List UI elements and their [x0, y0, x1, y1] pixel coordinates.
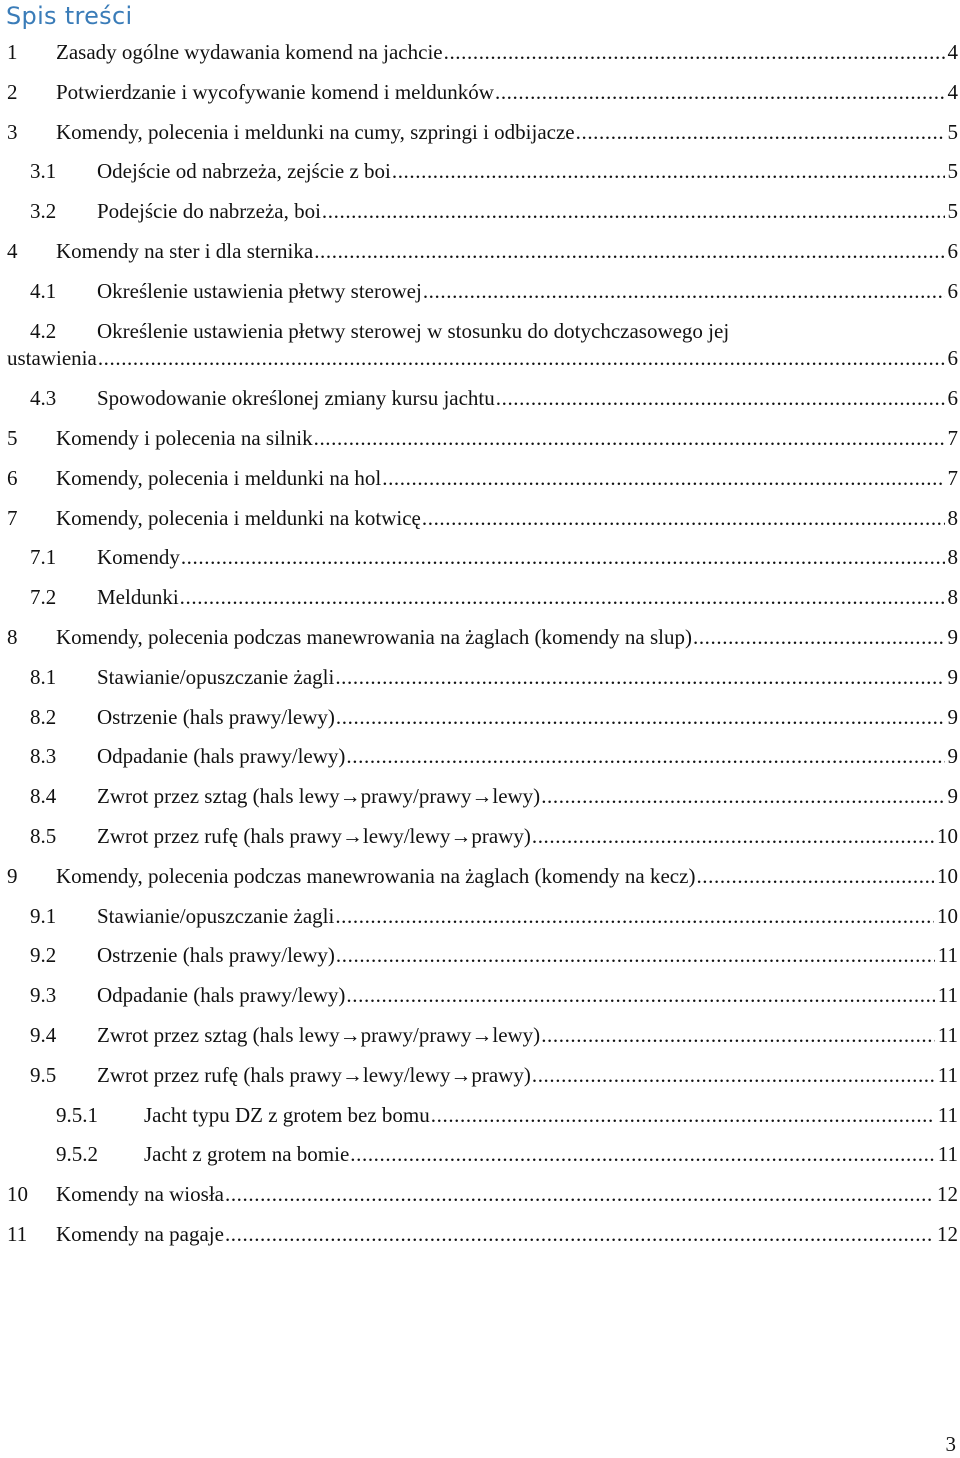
toc-entry-title: Komendy, polecenia podczas manewrowania na żaglach (komendy na kecz) [56, 863, 696, 888]
toc-entry-title: Odpadanie (hals prawy/lewy) [97, 983, 346, 1008]
toc-entry-leader [181, 542, 945, 572]
toc-entry-title: Odpadanie (hals prawy/lewy) [97, 744, 346, 769]
toc-entry-page: 6 [947, 239, 958, 263]
toc-entry-number: 8 [7, 625, 18, 650]
toc-entry[interactable] [0, 316, 960, 346]
toc-entry-leader [423, 276, 945, 306]
toc-entry-title: Meldunki [97, 585, 179, 610]
toc-entry-leader [98, 343, 945, 373]
toc-title: Spis treści [6, 2, 133, 30]
toc-entry-number: 7.1 [30, 545, 57, 570]
toc-entry-title: Odejście od nabrzeża, zejście z boi [97, 159, 391, 184]
toc-entry[interactable] [0, 622, 960, 652]
toc-entry-title: Komendy, polecenia i meldunki na kotwicę [56, 505, 421, 530]
toc-entry-number: 4 [7, 239, 18, 263]
toc-entry[interactable] [0, 702, 960, 732]
toc-entry-page: 12 [937, 1182, 958, 1207]
toc-entry-leader [431, 1100, 935, 1130]
toc-entry-title: Komendy na ster i dla sternika [56, 239, 314, 263]
toc-entry-number: 4.2 [30, 318, 57, 343]
toc-entry-leader [532, 821, 934, 851]
toc-entry-leader [335, 901, 934, 931]
toc-entry-leader [541, 781, 944, 811]
toc-entry[interactable] [0, 662, 960, 692]
toc-entry[interactable] [0, 1219, 960, 1249]
toc-entry[interactable] [0, 861, 960, 891]
toc-entry-title: Jacht typu DZ z grotem bez bomu [144, 1102, 430, 1127]
toc-entry-number: 9.2 [30, 943, 57, 968]
toc-entry-page: 9 [947, 704, 958, 729]
toc-entry-title: Jacht z grotem na bomie [144, 1142, 350, 1167]
toc-entry-title: Komendy na pagaje [56, 1222, 224, 1247]
toc-entry[interactable] [0, 77, 960, 107]
toc-entry-page: 6 [947, 278, 958, 303]
toc-entry-leader [335, 662, 944, 692]
toc-entry-leader [422, 503, 945, 533]
toc-entry-page: 10 [937, 824, 958, 849]
toc-entry-number: 9.1 [30, 903, 57, 928]
toc-entry[interactable] [0, 1060, 960, 1090]
toc-entry-title: Komendy, polecenia i meldunki na cumy, szpringi i odbijacze [56, 119, 575, 144]
toc-entry[interactable] [0, 741, 960, 771]
toc-entry[interactable] [0, 156, 960, 186]
toc-entry-page: 9 [947, 625, 958, 650]
toc-entry[interactable] [0, 1139, 960, 1169]
toc-entry-page: 11 [937, 1023, 958, 1048]
toc-entry-title: Ostrzenie (hals prawy/lewy) [97, 943, 335, 968]
toc-entry-number: 2 [7, 79, 18, 104]
page-number: 3 [945, 1432, 956, 1456]
toc-entry-title: Zwrot przez sztag (hals lewy→prawy/prawy→lewy) [97, 784, 541, 809]
toc-entry-number: 10 [7, 1182, 28, 1207]
toc-entry-number: 8.5 [30, 824, 57, 849]
toc-entry-title: Określenie ustawienia płetwy sterowej [97, 278, 422, 303]
toc-entry-page: 7 [947, 465, 958, 490]
toc-entry-title: Zasady ogólne wydawania komend na jachcie [56, 40, 443, 64]
toc-entry-title: Komendy [97, 545, 180, 570]
toc-entry-number: 3.1 [30, 159, 57, 184]
toc-entry-number: 9 [7, 863, 18, 888]
toc-entry[interactable] [0, 383, 960, 413]
toc-entry-leader [693, 622, 945, 652]
toc-entry-page: 5 [947, 159, 958, 184]
toc-entry-leader [382, 463, 944, 493]
toc-entry-page: 7 [947, 426, 958, 451]
toc-entry-number: 8.4 [30, 784, 57, 809]
toc-entry-title: Stawianie/opuszczanie żagli [97, 903, 335, 928]
toc-entry[interactable] [0, 463, 960, 493]
toc-entry-continuation[interactable] [0, 343, 960, 373]
toc-entry[interactable] [0, 542, 960, 572]
toc-entry-page: 9 [947, 784, 958, 809]
toc-entry-page: 4 [947, 79, 958, 104]
toc-entry[interactable] [0, 276, 960, 306]
toc-entry[interactable] [0, 423, 960, 453]
toc-entry-number: 5 [7, 426, 18, 451]
toc-entry-page: 11 [937, 1062, 958, 1087]
toc-entry-leader [576, 117, 945, 147]
toc-entry-number: 9.5.1 [56, 1102, 98, 1127]
toc-entry-page: 4 [947, 40, 958, 64]
toc-entry-number: 7 [7, 505, 18, 530]
toc-entry-title: Komendy, polecenia podczas manewrowania na żaglach (komendy na slup) [56, 625, 692, 650]
toc-entry-number: 3.2 [30, 199, 57, 224]
toc-entry-number: 8.2 [30, 704, 57, 729]
toc-entry-leader [225, 1219, 934, 1249]
toc-entry[interactable] [0, 1179, 960, 1209]
toc-entry[interactable] [0, 117, 960, 147]
toc-entry-title: Zwrot przez rufę (hals prawy→lewy/lewy→prawy) [97, 1062, 531, 1087]
toc-entry-leader [495, 77, 945, 107]
toc-entry-number: 7.2 [30, 585, 57, 610]
toc-entry-leader [532, 1060, 935, 1090]
toc-entry-title: Komendy na wiosła [56, 1182, 224, 1207]
toc-entry-page: 11 [937, 1142, 958, 1167]
toc-entry-title: Stawianie/opuszczanie żagli [97, 664, 335, 689]
toc-entry-page: 8 [947, 545, 958, 570]
toc-entry-page: 12 [937, 1222, 958, 1247]
toc-entry-number: 11 [7, 1222, 28, 1247]
toc-entry-page: 10 [937, 863, 958, 888]
toc-entry-title-continued: ustawienia [7, 346, 97, 371]
toc-entry-page: 5 [947, 199, 958, 224]
toc-entry[interactable] [0, 196, 960, 226]
toc-entry-page: 11 [937, 1102, 958, 1127]
toc-entry-number: 9.5.2 [56, 1142, 98, 1167]
toc-entry-number: 1 [7, 40, 18, 64]
toc-entry-page: 11 [937, 983, 958, 1008]
toc-entry-number: 6 [7, 465, 18, 490]
toc-entry-title: Komendy, polecenia i meldunki na hol [56, 465, 382, 490]
toc-entry[interactable] [0, 781, 960, 811]
toc-entry[interactable] [0, 582, 960, 612]
toc-entry-leader [350, 1139, 935, 1169]
toc-entry-leader [346, 980, 934, 1010]
toc-entry-title: Określenie ustawienia płetwy sterowej w stosunku do dotychczasowego jej [97, 318, 730, 343]
toc-entry-number: 9.3 [30, 983, 57, 1008]
toc-entry-title: Potwierdzanie i wycofywanie komend i meldunków [56, 79, 494, 104]
toc-entry[interactable] [0, 821, 960, 851]
toc-entry-number: 9.4 [30, 1023, 57, 1048]
toc-entry-page: 10 [937, 903, 958, 928]
toc-entry-page: 9 [947, 664, 958, 689]
toc-entry[interactable] [0, 940, 960, 970]
toc-entry-page: 8 [947, 585, 958, 610]
toc-entry-page: 5 [947, 119, 958, 144]
toc-entry-leader [314, 236, 944, 266]
toc-entry-leader [541, 1020, 935, 1050]
toc-entry-title: Komendy i polecenia na silnik [56, 426, 313, 451]
toc-entry[interactable] [0, 980, 960, 1010]
toc-entry-page: 9 [947, 744, 958, 769]
toc-entry-leader [444, 37, 945, 67]
toc-entry-leader [225, 1179, 934, 1209]
toc-entry[interactable] [0, 37, 960, 67]
toc-entry-leader [314, 423, 945, 453]
toc-entry[interactable] [0, 901, 960, 931]
toc-entry-title: Podejście do nabrzeża, boi [97, 199, 321, 224]
toc-entry-leader [496, 383, 945, 413]
toc-entry[interactable] [0, 1100, 960, 1130]
toc-entry[interactable] [0, 236, 960, 266]
toc-entry-leader [336, 940, 935, 970]
toc-entry-page: 8 [947, 505, 958, 530]
toc-entry-number: 4.1 [30, 278, 57, 303]
toc-entry-title: Spowodowanie określonej zmiany kursu jachtu [97, 386, 495, 411]
toc-entry-leader [392, 156, 945, 186]
toc-entry-leader [696, 861, 934, 891]
toc-entry-number: 4.3 [30, 386, 57, 411]
toc-entry-page: 11 [937, 943, 958, 968]
toc-entry-title: Zwrot przez sztag (hals lewy→prawy/prawy→lewy) [97, 1023, 541, 1048]
toc-entry-leader [336, 702, 945, 732]
toc-entry-number: 8.3 [30, 744, 57, 769]
toc-entry-number: 9.5 [30, 1062, 57, 1087]
toc-entry[interactable] [0, 503, 960, 533]
toc-entry-page: 6 [947, 386, 958, 411]
toc-entry-number: 8.1 [30, 664, 57, 689]
toc-entry-leader [346, 741, 944, 771]
toc-entry-page: 6 [947, 346, 958, 371]
toc-entry-title: Zwrot przez rufę (hals prawy→lewy/lewy→prawy) [97, 824, 531, 849]
toc-entry-title: Ostrzenie (hals prawy/lewy) [97, 704, 335, 729]
toc-entry-number: 3 [7, 119, 18, 144]
toc-entry-leader [322, 196, 945, 226]
toc-entry-leader [180, 582, 945, 612]
toc-entry[interactable] [0, 1020, 960, 1050]
